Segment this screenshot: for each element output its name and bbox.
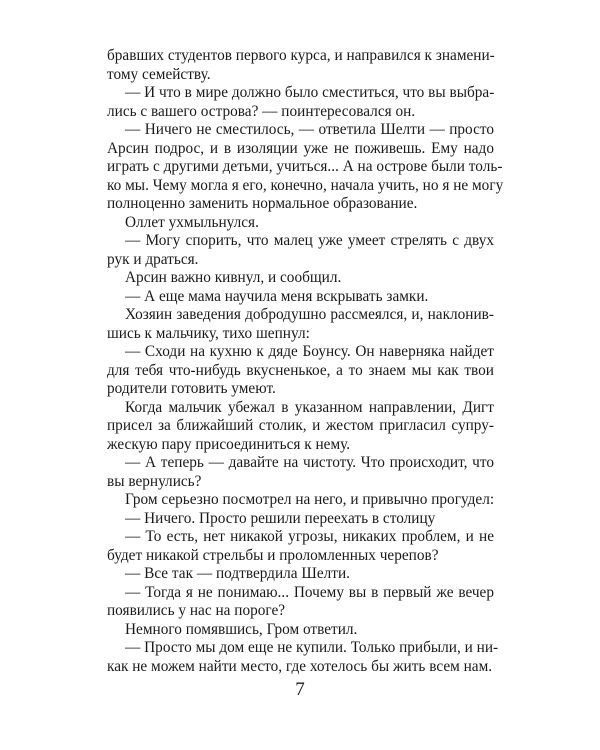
text-line: как не можем найти место, где хотелось бы жить всем нам. (107, 657, 493, 675)
text-line: — То есть, нет никакой угрозы, никаких проблем, и не (125, 528, 494, 545)
text-line: родители готовить умеют. (107, 380, 276, 397)
text-line: будет никакой стрельбы и проломленных черепов? (107, 546, 439, 564)
text-line: Арсин важно кивнул, и сообщил. (125, 269, 342, 286)
text-line: рук и драться. (107, 250, 199, 268)
text-line: вы вернулись? (107, 472, 202, 490)
text-line: — А теперь — давайте на чистоту. Что происходит, что (125, 454, 494, 471)
text-line: полноценно заменить нормальное образование. (107, 195, 418, 212)
text-line: — А еще мама научила меня вскрывать замки. (125, 287, 429, 305)
text-line: лись с вашего острова? — поинтересовался он. (107, 102, 416, 120)
text-line: шись к мальчику, тихо шепнул: (107, 324, 310, 342)
text-line: появились у нас на пороге? (107, 602, 286, 619)
text-line: бравших студентов первого курса, и направился к знамени- (107, 47, 495, 64)
text-line: Арсин подрос, и в изоляции уже не поживешь. Ему надо (107, 139, 494, 157)
text-line: — Все так — подтвердила Шелти. (125, 565, 350, 582)
text-line: тому семейству. (107, 65, 211, 83)
text-line: для тебя что-нибудь вкусненькое, а то знаем мы как твои (107, 361, 494, 379)
text-line: жескую пару присоединиться к нему. (107, 435, 351, 453)
text-line: — Могу спорить, что малец уже умеет стрелять с двух (125, 232, 494, 249)
text-line: Немного помявшись, Гром ответил. (125, 620, 358, 638)
text-line: — Тогда я не понимаю... Почему вы в первый же вечер (125, 583, 494, 601)
text-line: — Ничего. Просто решили переехать в столицу (125, 509, 436, 527)
text-line: Когда мальчик убежал в указанном направлении, Дигт (125, 398, 494, 416)
text-line: Оллет ухмыльнулся. (125, 213, 259, 231)
text-line: — Просто мы дом еще не купили. Только прибыли, и ни- (125, 639, 499, 656)
text-line: играть с другими детьми, учиться... А на острове были толь- (107, 158, 503, 175)
text-line: — Ничего не сместилось, — ответила Шелти — просто (125, 121, 494, 138)
text-line: присел за ближайший столик, и жестом пригласил супру- (107, 417, 494, 434)
text-line: — И что в мире должно было сместиться, что вы выбра- (125, 84, 495, 101)
page-number: 7 (295, 679, 305, 700)
text-line: — Сходи на кухню к дяде Боунсу. Он наверняка найдет (125, 343, 494, 360)
text-line: Гром серьезно посмотрел на него, и привычно прогудел: (125, 491, 495, 508)
text-line: Хозяин заведения добродушно рассмеялся, и, наклонив- (125, 306, 494, 323)
text-line: ко мы. Чему могла я его, конечно, начала учить, но я не могу (107, 176, 504, 194)
